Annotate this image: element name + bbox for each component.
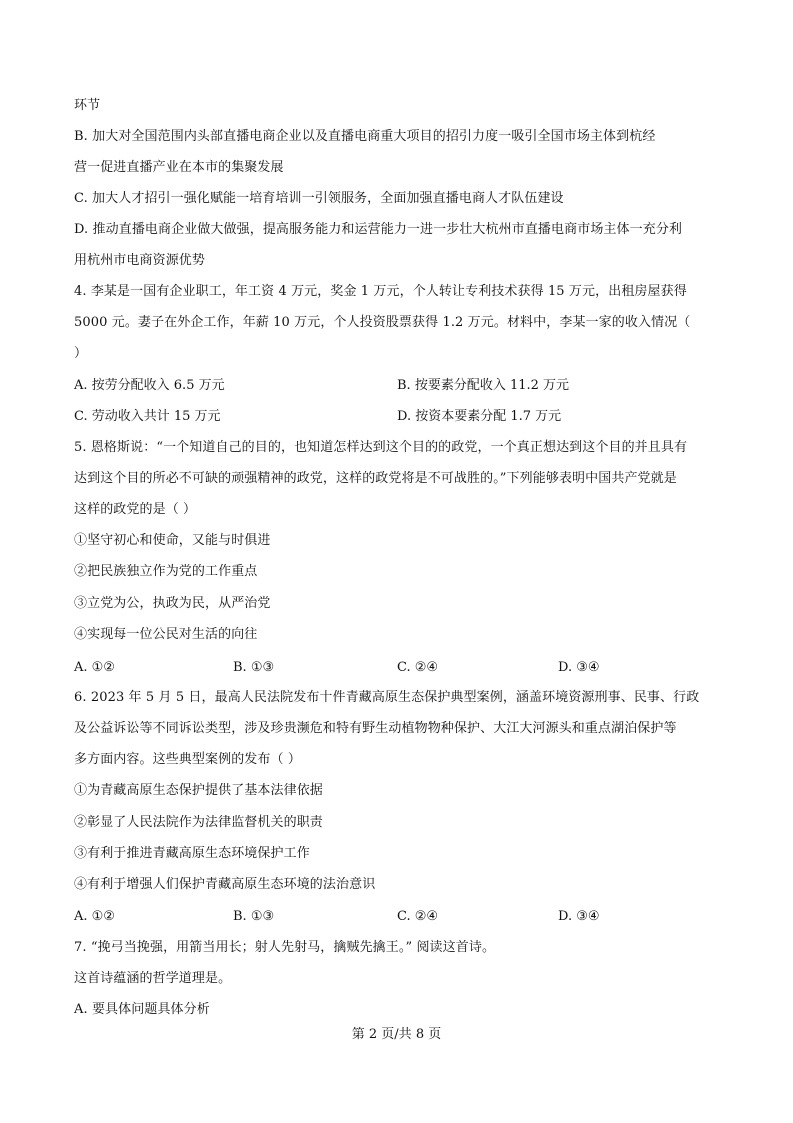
q6-option-a: A. ①②	[74, 909, 115, 924]
q4-option-a: A. 按劳分配收入 6.5 万元	[74, 378, 225, 393]
q5-stem-line-3: 这样的政党的是（ ）	[74, 502, 197, 517]
q3-option-c: C. 加大人才招引一强化赋能一培育培训一引领服务，全面加强直播电商人才队伍建设	[74, 191, 564, 206]
q4-stem-line-2: 5000 元。妻子在外企工作，年薪 10 万元，个人投资股票获得 1.2 万元。材料中，李某一家的收入情况（	[74, 315, 691, 330]
q5-stem-line-2: 达到这个目的所必不可缺的顽强精神的政党，这样的政党将是不可战胜的。”下列能够表明中国共产党就是	[74, 471, 677, 486]
q5-option-c: C. ②④	[397, 660, 439, 675]
q6-option-d: D. ③④	[558, 909, 600, 924]
q5-stem-line-1: 5. 恩格斯说：“一个知道自己的目的，也知道怎样达到这个目的的政党，一个真正想达到这个目的并且具有	[74, 440, 688, 455]
q6-option-c: C. ②④	[397, 909, 439, 924]
q6-stem-line-3: 多方面内容。这些典型案例的发布（ ）	[74, 752, 301, 767]
q6-option-b: B. ①③	[233, 909, 275, 924]
q5-option-d: D. ③④	[558, 660, 600, 675]
q3-option-d: D. 推动直播电商企业做大做强，提高服务能力和运营能力一进一步壮大杭州市直播电商市场主体一充分利	[74, 222, 683, 237]
page-number: 第 2 页/共 8 页	[351, 1027, 442, 1042]
q7-stem-line-1: 7. “挽弓当挽强，用箭当用长；射人先射马，擒贼先擒王。” 阅读这首诗。	[74, 940, 496, 955]
q5-statement-1: ①坚守初心和使命，又能与时俱进	[74, 533, 271, 548]
q6-stem-line-1: 6. 2023 年 5 月 5 日，最高人民法院发布十件青藏高原生态保护典型案例，涵盖环境资源刑事、民事、行政	[74, 690, 700, 705]
q4-option-d: D. 按资本要素分配 1.7 万元	[397, 409, 562, 424]
q7-option-a: A. 要具体问题具体分析	[74, 1002, 210, 1017]
q4-stem-line-3: ）	[74, 346, 88, 361]
q6-stem-line-2: 及公益诉讼等不同诉讼类型，涉及珍贵濒危和特有野生动植物物种保护、大江大河源头和重点湖泊保护等	[74, 721, 677, 736]
q5-option-b: B. ①③	[233, 660, 275, 675]
q5-statement-4: ④实现每一位公民对生活的向往	[74, 627, 258, 642]
q5-statement-3: ③立党为公，执政为民，从严治党	[74, 596, 271, 611]
q6-statement-3: ③有利于推进青藏高原生态环境保护工作	[74, 846, 310, 861]
q6-statement-2: ②彰显了人民法院作为法律监督机关的职责	[74, 815, 323, 830]
q4-option-b: B. 按要素分配收入 11.2 万元	[397, 378, 570, 393]
q5-option-a: A. ①②	[74, 660, 115, 675]
q6-statement-4: ④有利于增强人们保护青藏高原生态环境的法治意识	[74, 877, 376, 892]
q7-stem-line-2: 这首诗蕴涵的哲学道理是。	[74, 971, 232, 986]
q4-option-c: C. 劳动收入共计 15 万元	[74, 409, 221, 424]
q5-statement-2: ②把民族独立作为党的工作重点	[74, 564, 258, 579]
q3-option-b: B. 加大对全国范围内头部直播电商企业以及直播电商重大项目的招引力度一吸引全国市场主体到杭经	[74, 129, 656, 144]
q3-option-b-continuation: 营一促进直播产业在本市的集聚发展	[74, 160, 284, 175]
q4-stem-line-1: 4. 李某是一国有企业职工，年工资 4 万元，奖金 1 万元，个人转让专利技术获得 15 万元，出租房屋获得	[74, 284, 687, 299]
q6-statement-1: ①为青藏高原生态保护提供了基本法律依据	[74, 783, 323, 798]
q3-option-d-continuation: 用杭州市电商资源优势	[74, 253, 206, 268]
q3-option-a-continuation: 环节	[74, 98, 101, 113]
